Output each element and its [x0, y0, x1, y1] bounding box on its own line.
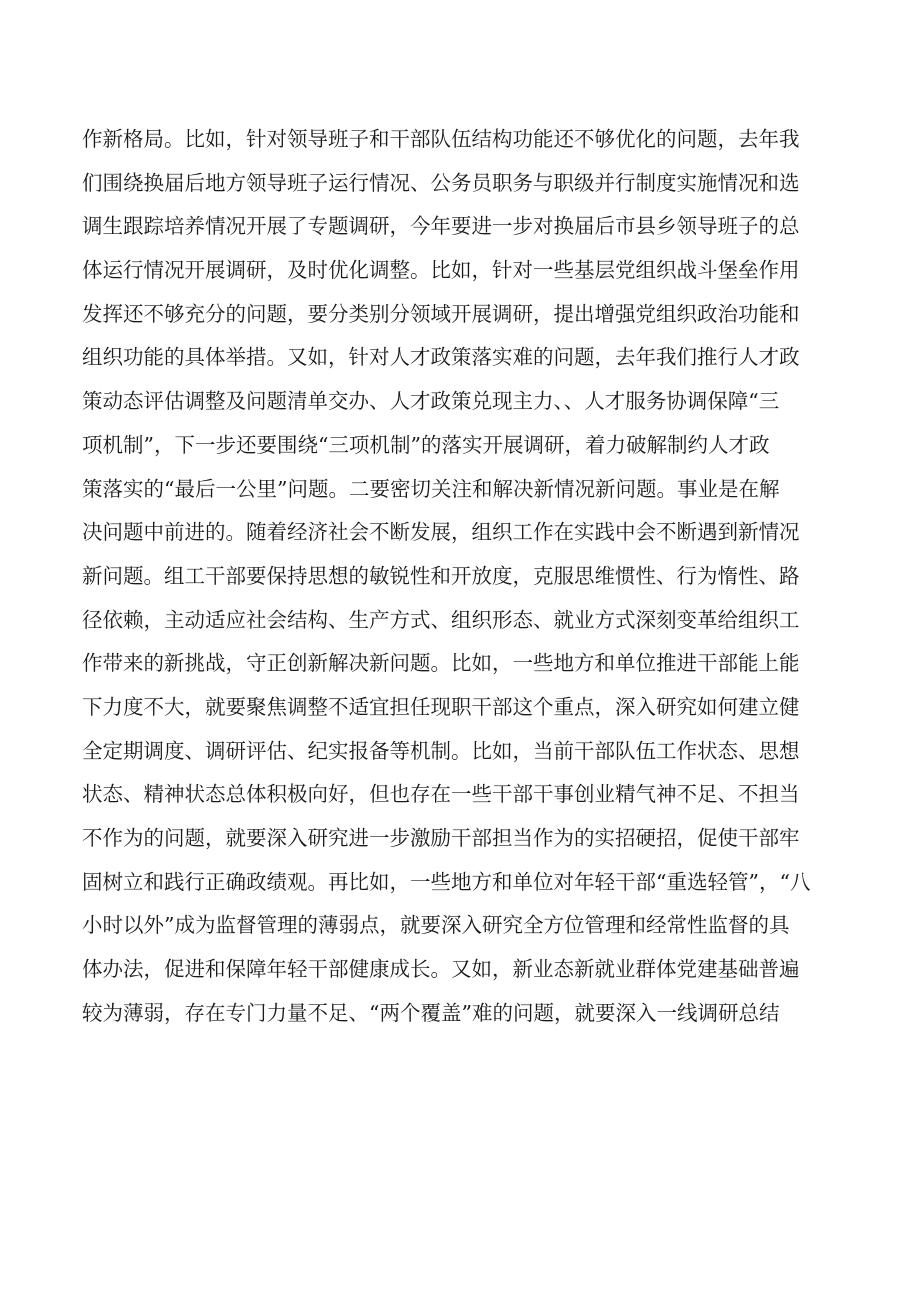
- body-paragraph: [82, 118, 842, 1035]
- text-line-19: 小时以外”成为监督管理的薄弱点，就要深入研究全方位管理和经常性监督的具: [82, 913, 790, 938]
- text-line-5: 发挥还不够充分的问题，要分类别分领域开展调研，提出增强党组织政治功能和: [82, 301, 800, 326]
- text-line-7: 策动态评估调整及问题清单交办、人才政策兑现主力、、人才服务协调保障“三: [82, 389, 780, 414]
- text-line-2: 们围绕换届后地方领导班子运行情况、公务员职务与职级并行制度实施情况和选: [82, 170, 800, 195]
- text-line-1: 作新格局。比如，针对领导班子和干部队伍结构功能还不够优化的问题，去年我: [82, 127, 800, 151]
- text-line-15: 全定期调度、调研评估、纪实报备等机制。比如，当前干部队伍工作状态、思想: [82, 738, 800, 763]
- text-line-13: 作带来的新挑战，守正创新解决新问题。比如，一些地方和单位推进干部能上能: [82, 651, 800, 676]
- text-line-3: 调生跟踪培养情况开展了专题调研，今年要进一步对换届后市县乡领导班子的总: [82, 214, 800, 239]
- text-line-17: 不作为的问题，就要深入研究进一步激励干部担当作为的实招硬招，促使干部牢: [82, 826, 800, 850]
- text-line-16: 状态、精神状态总体积极向好，但也存在一些干部干事创业精气神不足、不担当: [82, 782, 800, 807]
- text-line-20: 体办法，促进和保障年轻干部健康成长。又如，新业态新就业群体党建基础普遍: [82, 957, 800, 982]
- text-line-10: 决问题中前进的。随着经济社会不断发展，组织工作在实践中会不断遇到新情况: [82, 520, 800, 545]
- text-line-12: 径依赖，主动适应社会结构、生产方式、组织形态、就业方式深刻变革给组织工: [82, 607, 800, 632]
- text-line-11: 新问题。组工干部要保持思想的敏锐性和开放度，克服思维惯性、行为惰性、路: [82, 563, 800, 588]
- text-line-9: 策落实的“最后一公里”问题。二要密切关注和解决新情况新问题。事业是在解: [82, 476, 780, 501]
- text-line-6: 组织功能的具体举措。又如，针对人才政策落实难的问题，去年我们推行人才政: [82, 345, 800, 370]
- text-line-21: 较为薄弱，存在专门力量不足、“两个覆盖”难的问题，就要深入一线调研总结: [82, 1000, 780, 1025]
- text-line-14: 下力度不大，就要聚焦调整不适宜担任现职干部这个重点，深入研究如何建立健: [82, 694, 800, 719]
- text-line-18: 固树立和践行正确政绩观。再比如，一些地方和单位对年轻干部“重选轻管”，“八: [82, 869, 811, 894]
- text-line-8: 项机制”，下一步还要围绕“三项机制”的落实开展调研，着力破解制约人才政: [82, 432, 770, 457]
- text-line-4: 体运行情况开展调研，及时优化调整。比如，针对一些基层党组织战斗堡垒作用: [82, 258, 800, 283]
